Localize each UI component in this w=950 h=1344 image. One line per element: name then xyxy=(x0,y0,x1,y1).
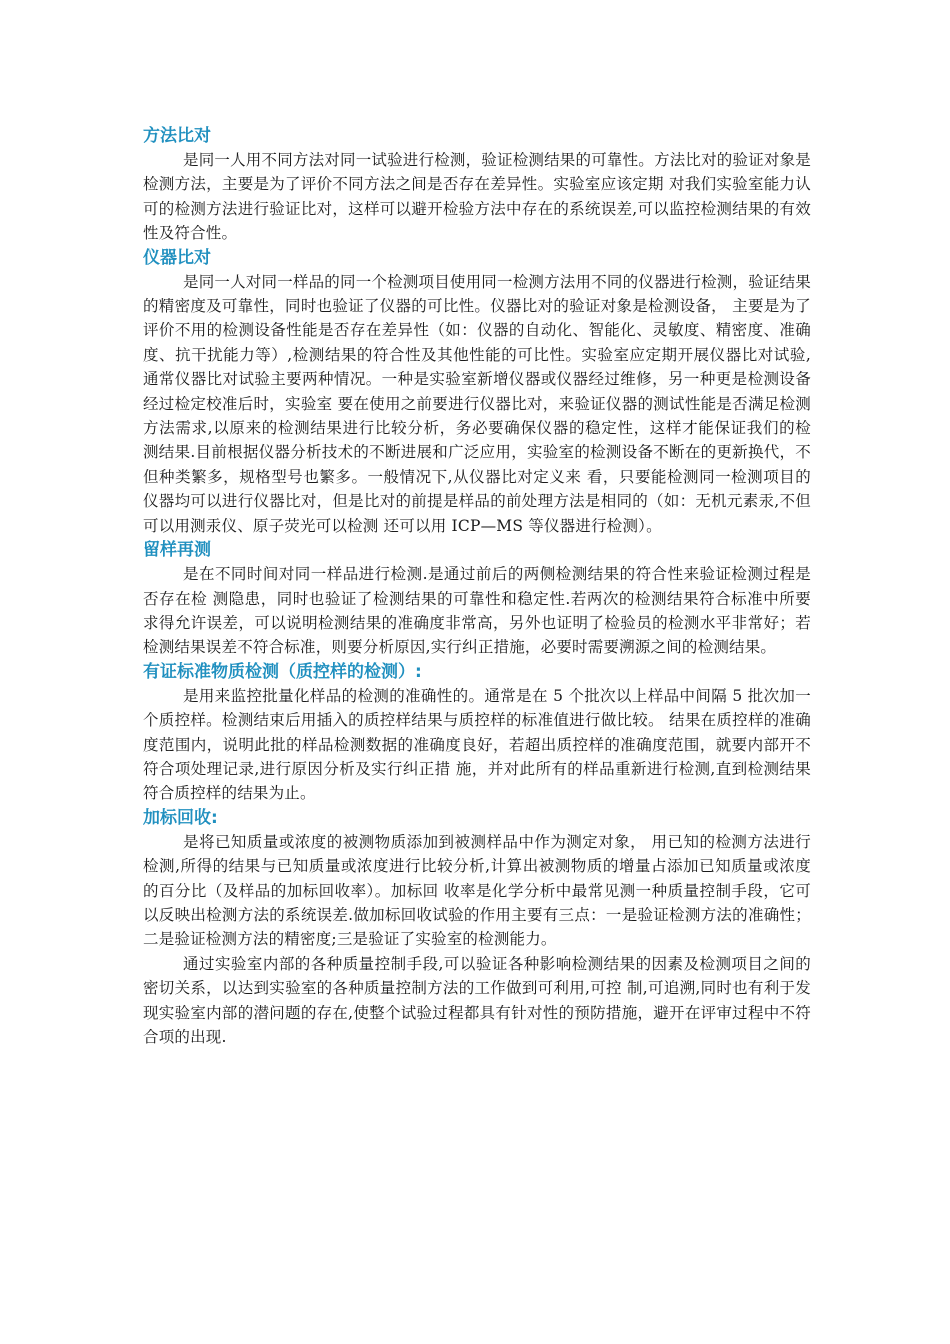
section-heading: 方法比对 xyxy=(143,126,211,146)
section-spike-recovery xyxy=(143,806,811,1050)
section-paragraph: 是同一人用不同方法对同一试验进行检测，验证检测结果的可靠性。方法比对的验证对象是检测方法，主要是为了评价不同方法之间是否存在差异性。实验室应该定期 对我们实验室能力认可的检测方法进行验证比对，这样可以避开检验方法中存在的系统误差,可以监控检测结果的有效性及符合性。 xyxy=(143,151,812,243)
section-heading: 有证标准物质检测（质控样的检测）: xyxy=(143,661,422,682)
section-paragraph: 是将已知质量或浓度的被测物质添加到被测样品中作为测定对象， 用已知的检测方法进行检测,所得的结果与已知质量或浓度进行比较分析,计算出被测物质的增量占添加已知质量或浓度的百分比（及样品的加标回收率）。加标回 收率是化学分析中最常见测一种质量控制手段，它可以反映出检测方法的系统误差.做加标回收试验的作用主要有三点：一是验证检测方法的准确性；二是验证检测方法的精密度;三是验证了实验室的检测能力。 xyxy=(143,832,811,949)
section-certified-reference-material xyxy=(143,660,811,806)
conclusion-paragraph: 通过实验室内部的各种质量控制手段,可以验证各种影响检测结果的因素及检测项目之间的密切关系，以达到实验室的各种质量控制方法的工作做到可利用,可控 制,可追溯,同时也有利于发现实验室内部的潜问题的存在,使整个试验过程都具有针对性的预防措施，避开在评审过程中不符合项的出现. xyxy=(143,954,811,1046)
section-paragraph: 是同一人对同一样品的同一个检测项目使用同一检测方法用不同的仪器进行检测，验证结果的精密度及可靠性，同时也验证了仪器的可比性。仪器比对的验证对象是检测设备， 主要是为了评价不用的检测设备性能是否存在差异性（如：仪器的自动化、智能化、灵敏度、精密度、准确度、抗干扰能力等）,检测结果的符合性及其他性能的可比性。实验室应定期开展仪器比对试验,通常仪器比对试验主要两种情况。一种是实验室新增仪器或仪器经过维修，另一种更是检测设备经过检定校准后时，实验室 要在使用之前要进行仪器比对，来验证仪器的测试性能是否满足检测方法需求,以原来的检测结果进行比较分析，务必要确保仪器的稳定性，这样才能保证我们的检 测结果.目前根据仪器分析技术的不断进展和广泛应用，实验室的检测设备不断在的更新换代，不但种类繁多，规格型号也繁多。一般情况下,从仪器比对定义来 看，只要能检测同一检测项目的仪器均可以进行仪器比对，但是比对的前提是样品的前处理方法是相同的（如：无机元素汞,不但可以用测汞仪、原子荧光可以检测 还可以用 ICP—MS 等仪器进行检测）。 xyxy=(143,272,812,535)
section-paragraph: 是在不同时间对同一样品进行检测.是通过前后的两侧检测结果的符合性来验证检测过程是否存在检 测隐患，同时也验证了检测结果的可靠性和稳定性.若两次的检测结果符合标准中所要求得允许误差，可以说明检测结果的准确度非常高，另外也证明了检验员的检测水平非常好；若检测结果误差不符合标准，则要分析原因,实行纠正措施，必要时需要溯源之间的检测结果。 xyxy=(143,565,811,657)
section-instrument-comparison xyxy=(143,246,811,538)
section-retained-sample-retest xyxy=(143,538,811,660)
section-heading: 仪器比对 xyxy=(143,247,211,268)
section-heading: 留样再测 xyxy=(143,540,211,561)
document-body xyxy=(143,124,811,1049)
section-paragraph: 是用来监控批量化样品的检测的准确性的。通常是在 5 个批次以上样品中间隔 5 批次加一个质控样。检测结束后用插入的质控样结果与质控样的标准值进行做比较。 结果在质控样的准确度范围内，说明此批的样品检测数据的准确度良好，若超出质控样的准确度范围，就要内部开不符合项处理记录,进行原因分析及实行纠正措 施，并对此所有的样品重新进行检测,直到检测结果符合质控样的结果为止。 xyxy=(143,686,811,803)
section-method-comparison xyxy=(143,124,811,246)
section-heading: 加标回收: xyxy=(143,807,218,828)
